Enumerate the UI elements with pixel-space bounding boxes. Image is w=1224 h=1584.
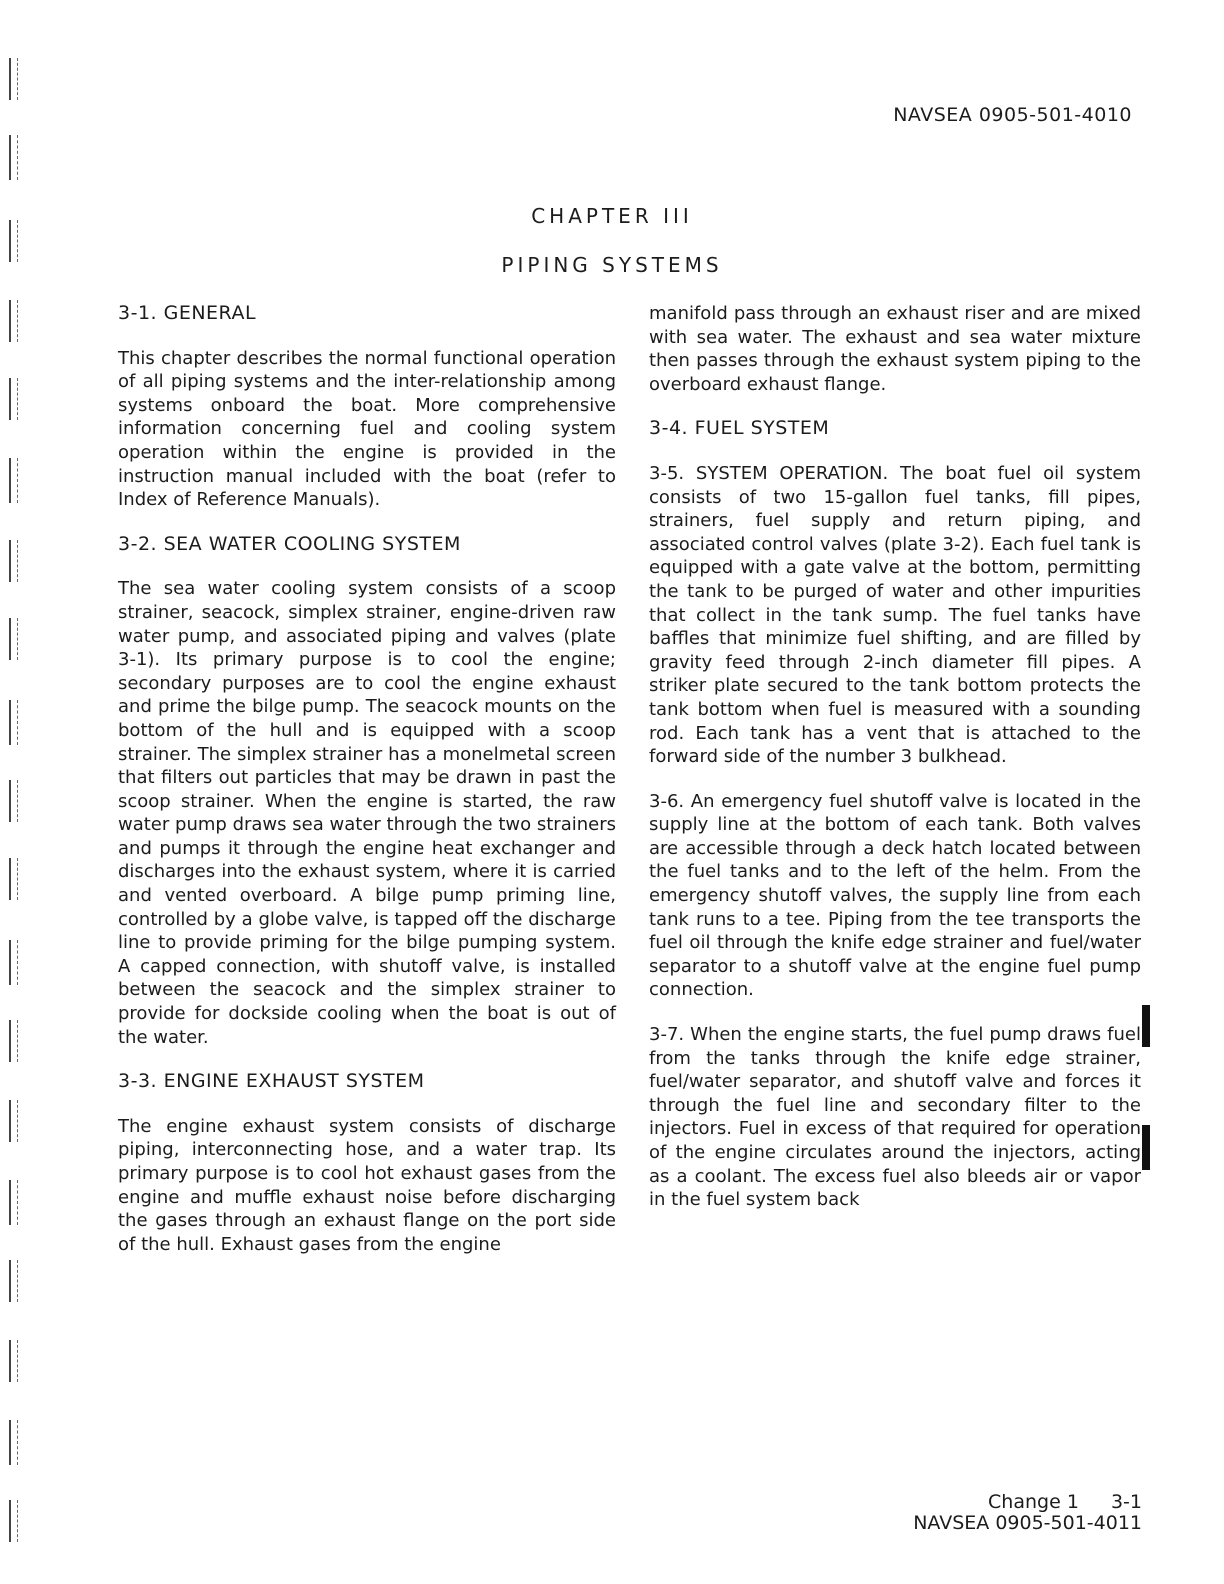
binding-mark [9,780,18,822]
section-heading-fuel-system: 3-4. FUEL SYSTEM [649,417,830,440]
footer-change-line [913,1492,1142,1513]
page-footer [913,1492,1142,1534]
right-column [649,302,1141,1233]
emergency-shutoff-paragraph: 3-6. An emergency fuel shutoff valve is located in the supply line at the bottom of each tank. Both valves are accessible through a deck hatch located between the fuel tanks and to the left of the helm. From the emergency shutoff valves, the supply line from each tank runs to a tee. Piping from the tee transports the fuel oil through the knife edge strainer and fuel/water separator to a shutoff valve at the engine fuel pump connection. [649,790,1141,1001]
change-label: Change 1 [988,1491,1079,1513]
section-heading-general: 3-1. GENERAL [118,302,257,324]
binding-mark [9,1020,18,1062]
binding-mark [9,700,18,745]
section-heading-engine-exhaust: 3-3. ENGINE EXHAUST SYSTEM [118,1070,425,1093]
section-heading-sea-water-cooling: 3-2. SEA WATER COOLING SYSTEM [118,532,461,555]
binding-mark [9,220,18,262]
binding-mark [9,618,18,660]
binding-mark [9,378,18,420]
footer-document-number: NAVSEA 0905-501-4011 [913,1512,1142,1534]
binding-mark [9,1500,18,1542]
general-paragraph: This chapter describes the normal functional operation of all piping systems and the inter-relationship among systems onboard the boat. More comprehensive information concerning fuel and cooling system operation within the engine is provided in the instruction manual included with the boat (refer to Index of Reference Manuals). [118,347,616,511]
fuel-pump-paragraph: 3-7. When the engine starts, the fuel pump draws fuel from the tanks through the knife edge strainer, fuel/water separator, and shutoff valve and forces it through the fuel line and secondary filter to the injectors. Fuel in excess of that required for operation of the engine circulates around the injectors, acting as a coolant. The excess fuel also bleeds air or vapor in the fuel system back [649,1024,1141,1211]
binding-mark [9,1420,18,1465]
page-number: 3-1 [1110,1491,1142,1513]
binding-mark [9,135,18,180]
chapter-number: CHAPTER III [531,204,693,228]
sea-water-cooling-paragraph: The sea water cooling system consists of a scoop strainer, seacock, simplex strainer, engine-driven raw water pump, and associated piping and valves (plate 3-1). Its primary purpose is to cool the engine; secondary purposes are to cool the engine exhaust and prime the bilge pump. The seacock mounts on the bottom of the hull and is equipped with a scoop strainer. The simplex strainer has a monelmetal screen that filters out particles that may be drawn in past the scoop strainer. When the engine is started, the raw water pump draws sea water through the two strainers and pumps it through the engine heat exchanger and discharges into the exhaust system, where it is carried and vented overboard. A bilge pump priming line, controlled by a globe valve, is tapped off the discharge line to provide priming for the bilge pumping system. A capped connection, with shutoff valve, is installed between the seacock and the simplex strainer to provide for dockside cooling when the boat is out of the water. [118,578,616,1048]
change-bar-1 [1142,1005,1150,1047]
binding-mark [9,1100,18,1142]
binding-mark [9,458,18,503]
binding-mark [9,540,18,582]
engine-exhaust-paragraph: The engine exhaust system consists of discharge piping, interconnecting hose, and a water trap. Its primary purpose is to cool hot exhaust gases from the engine and muffle exhaust noise before discharging the gases through an exhaust flange on the port side of the hull. Exhaust gases from the engine [118,1115,616,1255]
engine-exhaust-continued-paragraph: manifold pass through an exhaust riser and are mixed with sea water. The exhaust and sea water mixture then passes through the exhaust system piping to the overboard exhaust flange. [649,303,1141,395]
binding-mark [9,940,18,985]
binding-mark [9,1260,18,1302]
system-operation-paragraph: 3-5. SYSTEM OPERATION. The boat fuel oil system consists of two 15-gallon fuel tanks, fill pipes, strainers, fuel supply and return piping, and associated control valves (plate 3-2). Each fuel tank is equipped with a gate valve at the bottom, permitting the tank to be purged of water and other impurities that collect in the tank sump. The fuel tanks have baffles that minimize fuel shifting, and are filled by gravity feed through 2-inch diameter fill pipes. A striker plate secured to the tank bottom protects the tank bottom when fuel is measured with a sounding rod. Each tank has a vent that is attached to the forward side of the number 3 bulkhead. [649,462,1141,768]
binding-mark [9,1340,18,1382]
binding-mark [9,1180,18,1225]
binding-mark [9,858,18,900]
document-number-header: NAVSEA 0905-501-4010 [893,104,1132,126]
left-column [118,302,616,1277]
binding-mark [9,300,18,342]
binding-mark [9,58,18,100]
chapter-title: PIPING SYSTEMS [501,253,723,277]
change-bar-2 [1142,1125,1150,1170]
